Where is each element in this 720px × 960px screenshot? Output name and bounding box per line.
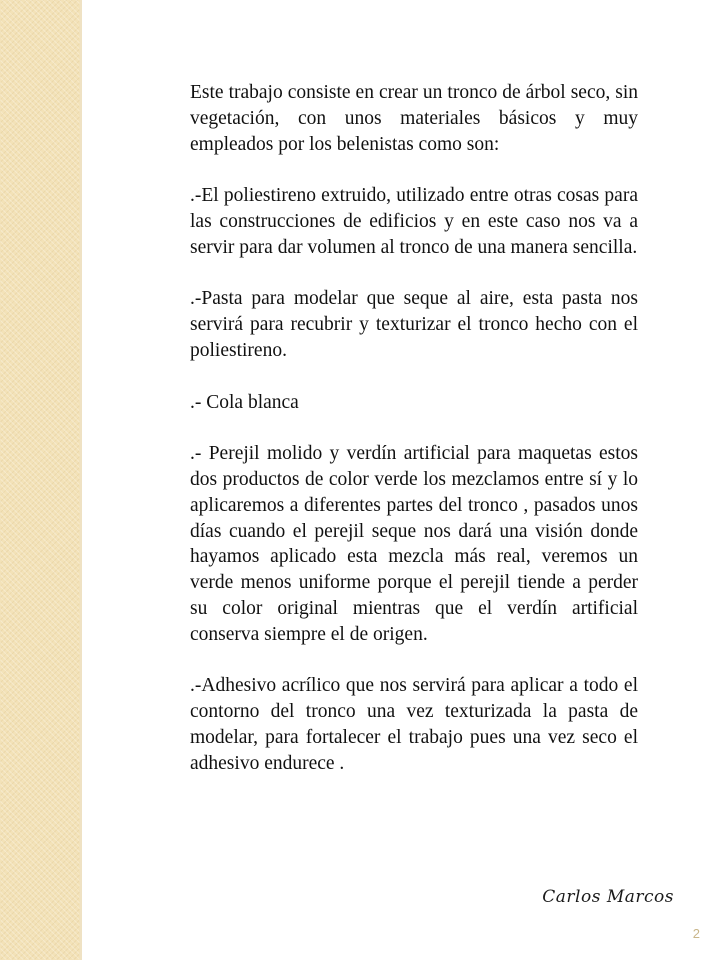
decorative-side-band [0,0,80,960]
material-item-parsley-moss: .- Perejil molido y verdín artificial para maquetas estos dos productos de color verde los mezclamos entre sí y lo aplicaremos a diferentes partes del tronco , pasados unos días cuando el perejil seque nos dará una visión donde hayamos aplicado esta mezcla más real, veremos un verde menos uniforme porque el perejil tiende a perder su color original mientras que el verdín artificial conserva siempre el de origen. [190,443,638,645]
side-band-edge [80,0,82,960]
material-item-acrylic-adhesive: .-Adhesivo acrílico que nos servirá para aplicar a todo el contorno del tronco una vez texturizada la pasta de modelar, para fortalecer el trabajo pues una vez seco el adhesivo endurece . [190,675,638,774]
author-signature: Carlos Marcos [542,887,674,907]
material-item-white-glue: .- Cola blanca [190,391,299,413]
intro-paragraph: Este trabajo consiste en crear un tronco de árbol seco, sin vegetación, con unos materiales básicos y muy empleados por los belenistas como son: [190,82,638,155]
material-item-modeling-paste: .-Pasta para modelar que seque al aire, esta pasta nos servirá para recubrir y texturizar el tronco hecho con el poliestireno. [190,288,638,361]
material-item-polystyrene: .-El poliestireno extruido, utilizado entre otras cosas para las construcciones de edificios y en este caso nos va a servir para dar volumen al tronco de una manera sencilla. [190,185,638,258]
page-number: 2 [692,926,700,941]
document-body [190,80,638,777]
